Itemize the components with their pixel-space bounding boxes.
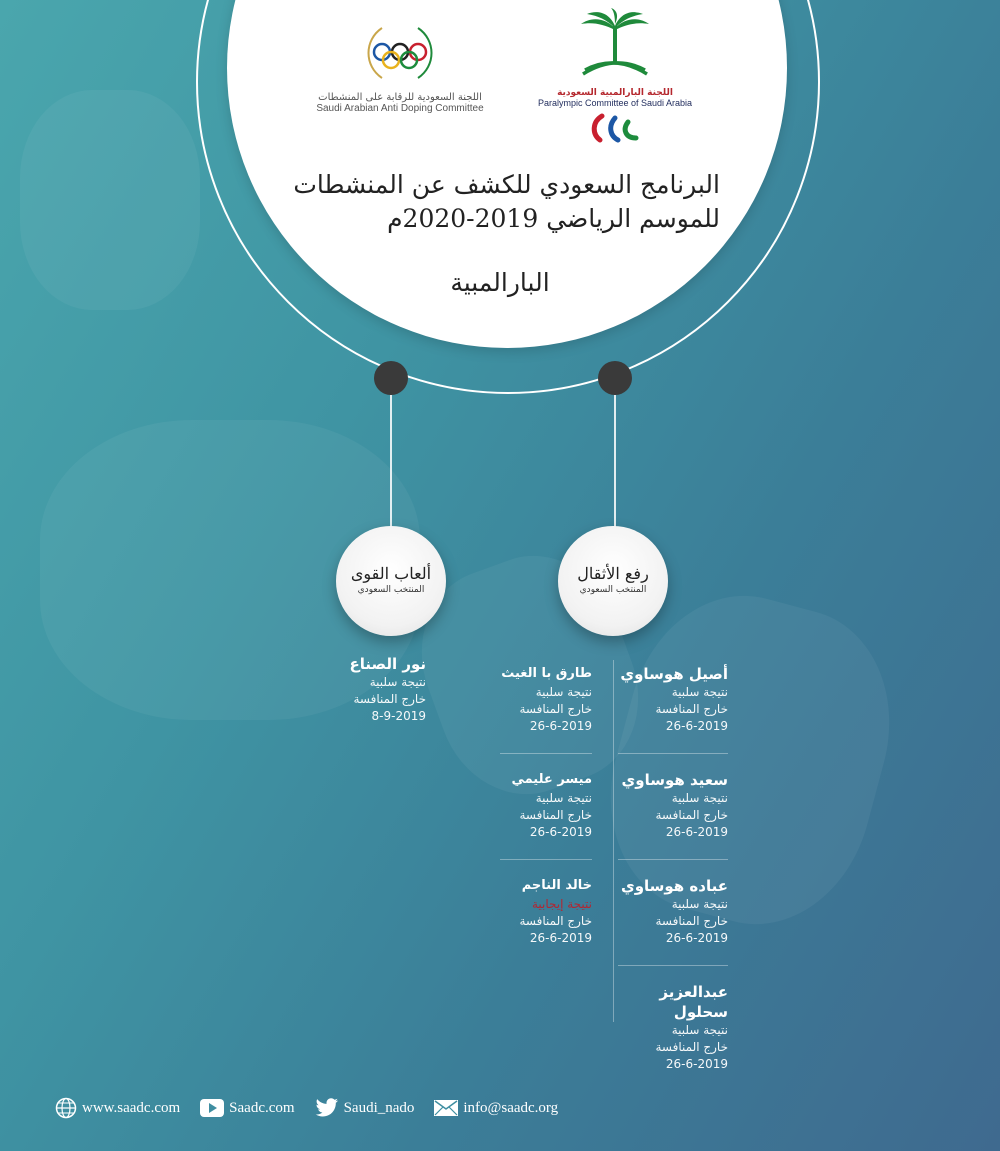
athlete-name: سعيد هوساوي (621, 771, 728, 789)
test-date: 26-6-2019 (665, 1057, 728, 1071)
test-type: خارج المنافسة (519, 702, 592, 716)
list-item (618, 982, 728, 1073)
saadc-logo-english: Saudi Arabian Anti Doping Committee (316, 103, 484, 114)
test-result: نتيجة سلبية (369, 675, 426, 689)
saadc-logo-arabic: اللجنة السعودية للرقابة على المنشطات (318, 92, 482, 103)
list-item (500, 876, 592, 947)
sport-circle-athletics (336, 526, 446, 636)
connector-dot-athletics (374, 361, 408, 395)
athlete-name: أصيل هوساوي (620, 665, 728, 683)
entry-separator (618, 965, 728, 966)
test-result: نتيجة سلبية (535, 791, 592, 805)
test-result: نتيجة سلبية (671, 1023, 728, 1037)
list-item (618, 664, 728, 735)
test-date: 8-9-2019 (371, 709, 426, 723)
list-item (500, 770, 592, 841)
sport-circle-weightlifting (558, 526, 668, 636)
weightlifting-athletes-right (618, 664, 728, 1091)
footer-twitter[interactable] (315, 1098, 415, 1118)
mail-icon (434, 1100, 458, 1116)
saadc-emblem-icon (360, 18, 440, 88)
test-result: نتيجة سلبية (535, 685, 592, 699)
list-item (618, 876, 728, 947)
test-date: 26-6-2019 (529, 825, 592, 839)
agitos-icon (588, 108, 642, 144)
test-type: خارج المنافسة (655, 808, 728, 822)
weightlifting-athletes-left (500, 664, 592, 965)
test-result: نتيجة سلبية (671, 791, 728, 805)
list-item (618, 770, 728, 841)
connector-line-athletics (390, 395, 392, 530)
twitter-icon (315, 1098, 339, 1118)
sport-name: رفع الأثقال (577, 564, 649, 583)
title-line-1: البرنامج السعودي للكشف عن المنشطات (293, 170, 720, 199)
athlete-name: نور الصناع (349, 655, 426, 673)
athlete-name: خالد الناجم (521, 878, 592, 893)
test-date: 26-6-2019 (665, 931, 728, 945)
youtube-link[interactable]: Saadc.com (229, 1099, 295, 1116)
footer-email[interactable] (434, 1100, 558, 1117)
test-result-positive: نتيجة إيجابية (531, 897, 592, 911)
website-link[interactable]: www.saadc.com (82, 1099, 181, 1116)
athlete-name: عباده هوساوي (620, 877, 728, 895)
title-line-2: للموسم الرياضي 2019-2020م (387, 204, 720, 233)
test-type: خارج المنافسة (655, 914, 728, 928)
list-item (330, 654, 426, 725)
test-result: نتيجة سلبية (671, 685, 728, 699)
footer-youtube[interactable] (200, 1099, 294, 1117)
globe-icon (55, 1097, 77, 1119)
paralympic-committee-logo (530, 8, 700, 158)
connector-dot-weightlifting (598, 361, 632, 395)
test-date: 26-6-2019 (665, 719, 728, 733)
test-type: خارج المنافسة (655, 1040, 728, 1054)
footer-website[interactable] (55, 1097, 180, 1119)
twitter-link[interactable]: Saudi_nado (343, 1099, 415, 1116)
page-subtitle: البارالمبية (450, 268, 550, 297)
athlete-name: عبدالعزيز سحلول (659, 983, 728, 1021)
entry-separator (618, 859, 728, 860)
entry-separator (500, 859, 592, 860)
test-date: 26-6-2019 (665, 825, 728, 839)
athlete-name: ميسر عليمي (511, 772, 592, 787)
sport-team: المنتخب السعودي (357, 585, 425, 595)
test-type: خارج المنافسة (655, 702, 728, 716)
youtube-icon (200, 1099, 224, 1117)
column-divider (613, 660, 614, 1022)
email-link[interactable]: info@saadc.org (463, 1099, 559, 1116)
sport-team: المنتخب السعودي (579, 585, 647, 595)
test-date: 26-6-2019 (529, 931, 592, 945)
map-shape (20, 90, 200, 310)
paralympic-logo-english: Paralympic Committee of Saudi Arabia (537, 98, 693, 108)
paralympic-logo-arabic: اللجنة البارالمبية السعودية (557, 88, 673, 98)
test-type: خارج المنافسة (519, 914, 592, 928)
list-item (500, 664, 592, 735)
test-date: 26-6-2019 (529, 719, 592, 733)
entry-separator (500, 753, 592, 754)
sport-name: ألعاب القوى (350, 564, 432, 583)
athlete-name: طارق با الغيث (501, 666, 592, 681)
palm-swords-emblem-icon (575, 8, 655, 84)
test-type: خارج المنافسة (519, 808, 592, 822)
test-type: خارج المنافسة (353, 692, 426, 706)
page-title (240, 168, 720, 236)
athletics-athletes (330, 654, 426, 743)
connector-line-weightlifting (614, 395, 616, 530)
footer-contacts (55, 1096, 578, 1120)
saadc-logo (300, 18, 500, 138)
entry-separator (618, 753, 728, 754)
test-result: نتيجة سلبية (671, 897, 728, 911)
